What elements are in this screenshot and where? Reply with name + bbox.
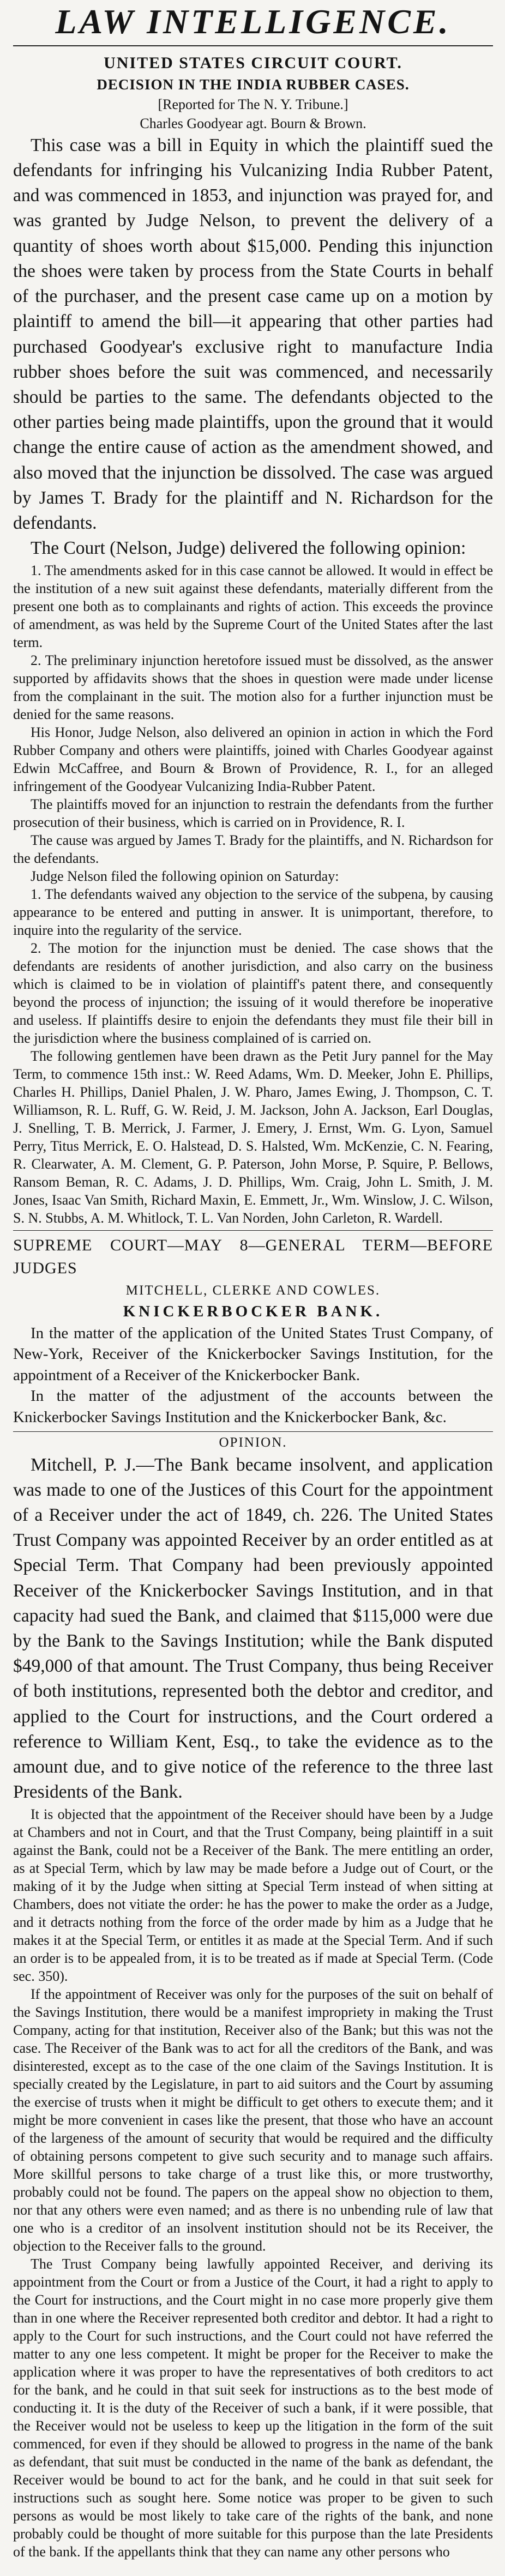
opinion-heading: OPINION.	[219, 1435, 287, 1450]
lead-paragraph: This case was a bill in Equity in which the plaintiff sued the defendants for infringing his Vulcanizing India Rubber Patent, and was commenced in 1853, and injunction was prayed for, and was granted by Judge Nelson, to prevent the delivery of a quantity of shoes worth about $15,000. Pending this injunction the shoes were taken by process from the State Courts in behalf of the purchaser, and the present case came up on a motion by plaintiff to amend the bill—it appearing that other parties had purchased Goodyear's exclusive right to manufacture India rubber shoes before the suit was commenced, and necessarily should be parties to the same. The defendants objected to the other parties being made plaintiffs, upon the ground that it would change the entire cause of action as the amendment showed, and also moved that the injunction be dissolved. The case was argued by James T. Brady for the plaintiff and N. Richardson for the defendants.	[13, 135, 493, 534]
matter-paragraph: In the matter of the adjustment of the accounts between the Knickerbocker Savings Institution and the Knickerbocker Bank, &c.	[13, 1387, 493, 1426]
masthead-rule	[13, 45, 493, 46]
jury-list-paragraph: The following gentlemen have been drawn as the Petit Jury pannel for the May Term, to commence 15th inst.: W. Reed Adams, Wm. D. Meeker, John E. Phillips, Charles H. Phillips, Daniel Phalen, J. W. Pharo, James Ewing, J. Thompson, C. T. Williamson, R. L. Ruff, G. W. Reid, J. M. Jackson, John A. Jackson, Earl Douglas, J. Snelling, T. B. Merrick, J. Farmer, J. Emery, J. Ernst, Wm. G. Lyon, Samuel Perry, Titus Merrick, E. O. Halstead, D. S. Halsted, Wm. McKenzie, C. N. Fearing, R. Clearwater, A. M. Clement, G. P. Paterson, John Morse, P. Squire, P. Bellows, Ransom Beman, R. C. Adams, J. D. Phillips, Wm. Craig, John L. Smith, J. M. Jones, Isaac Van Smith, Richard Maxin, E. Emmett, Jr., Wm. Winslow, J. C. Wilson, S. N. Stubbs, A. M. Whitlock, T. L. Van Norden, John Carleton, R. Wardell.	[13, 1048, 493, 1226]
opinion-paragraph: 2. The preliminary injunction heretofore issued must be dissolved, as the answer supported by affidavits shows that the shoes in question were made under license from the complainant in the suit. The motion also for a further injunction must be denied for the same reasons.	[13, 652, 493, 722]
article-circuit-court	[13, 52, 493, 1227]
supreme-court-heading	[13, 1234, 493, 1280]
article-supreme-court	[13, 1234, 493, 2561]
case-name: Charles Goodyear agt. Bourn & Brown.	[140, 115, 366, 131]
opinion-paragraph: The cause was argued by James T. Brady for the plaintiffs, and N. Richardson for the defendants.	[13, 832, 493, 866]
reporter-line: [Reported for The N. Y. Tribune.]	[158, 96, 348, 112]
article-divider	[13, 1230, 493, 1231]
opinion-paragraph: The plaintiffs moved for an injunction to restrain the defendants from the further prosecution of their business, which is carried on in Providence, R. I.	[13, 796, 493, 830]
court-heading: UNITED STATES CIRCUIT COURT.	[104, 54, 402, 72]
opinion-paragraph: Judge Nelson filed the following opinion on Saturday:	[31, 868, 339, 884]
supreme-court-title: SUPREME COURT—MAY 8—GENERAL TERM—BEFORE JUDGES	[13, 1236, 493, 1278]
opinion-paragraph: 1. The defendants waived any objection to the service of the subpena, by causing appearance to be entered and putting in answer. It is unimportant, therefore, to inquire into the regularity of the service.	[13, 886, 493, 938]
opinion-body-paragraph: The Trust Company being lawfully appointed Receiver, and deriving its appointment from the Court or from a Justice of the Court, it had a right to apply to the Court for instructions, and the Court might in no case more properly give them than in one where the Receiver represented both creditor and debtor. It had a right to apply to the Court for such instructions, and the Court could not have referred the matter to any one less competent. It might be proper for the Receiver to make the application where it was proper to have the representatives of both creditors to act for the bank, and he could in that suit seek for instructions as to the best mode of conducting it. It is the duty of the Receiver of such a bank, if it were possible, that the Receiver would not be useless to keep up the litigation in the form of the suit commenced, for even if they should be allowed to progress in the name of the bank as defendant, that suit must be conducted in the name of the bank as defendant, the Receiver would be bound to act for the bank, and he could in that suit seek for instructions such as sought here. Some notice was proper to be given to such persons as would be most likely to take care of the rights of the bank, and none probably could be thought of more suitable for this purpose than the late Presidents of the bank. If the appellants think that they can name any other persons who	[13, 2255, 493, 2560]
masthead: LAW INTELLIGENCE.	[55, 2, 451, 41]
opinion-paragraph: 2. The motion for the injunction must be denied. The case shows that the defendants are residents of another jurisdiction, and also carry on the business which is claimed to be in violation of plaintiff's patent there, and consequently beyond the process of injunction; the issuing of it would therefore be inoperative and useless. If plaintiffs desire to enjoin the defendants they must file their bill in the jurisdiction where the business complained of is carried on.	[13, 940, 493, 1046]
opinion-body-paragraph: If the appointment of Receiver was only for the purposes of the suit on behalf of the Savings Institution, there would be a manifest impropriety in making the Trust Company, acting for that institution, Receiver also of the Bank; but this was not the case. The Receiver of the Bank was to act for all the creditors of the Bank, and was disinterested, except as to the case of the one claim of the Savings Institution. It is specially created by the Legislature, in part to aid suitors and the Court by assuming the exercise of trusts when it might be difficult to get others to execute them; and it might be more convenient in cases like the present, that those who have an account of the largeness of the amount of security that would be required and the difficulty of obtaining persons competent to give such security and to manage such affairs. More skillful persons to take charge of a trust like this, or more trustworthy, probably could not be found. The papers on the appeal show no objection to them, nor that any others were even named; and as there is no unbending rule of law that one who is a creditor of an insolvent institution should not be its Receiver, the objection to the Receiver falls to the ground.	[13, 1986, 493, 2254]
opinion-paragraph: 1. The amendments asked for in this case cannot be allowed. It would in effect be the institution of a new suit against these defendants, materially different from the present one both as to complainants and rights of action. This exceeds the province of amendment, as was held by the Supreme Court of the United States after the last term.	[13, 562, 493, 650]
bank-title: KNICKERBOCKER BANK.	[123, 1303, 383, 1321]
opinion-body-paragraph: It is objected that the appointment of the Receiver should have been by a Judge at Chambers and not in Court, and that the Trust Company, being plaintiff in a suit against the Bank, could not be a Receiver of the Bank. The mere entitling an order, as at Special Term, which by law may be made before a Judge out of Court, or the making of it by the Judge when sitting at Special Term instead of when sitting at Chambers, does not vitiate the order: he has the power to make the order as a Judge, and it detracts nothing from the force of the order made by him as a Judge that he makes it at the Special Term, or entitles it as made at the Special Term. And if such an order is to be appealed from, it is to be treated as if made at Special Term. (Code sec. 350).	[13, 1806, 493, 1984]
matter-paragraph: In the matter of the application of the United States Trust Company, of New-York, Receiver of the Knickerbocker Savings Institution, for the appointment of a Receiver of the Knickerbocker Bank.	[13, 1324, 493, 1384]
opinion-paragraph: His Honor, Judge Nelson, also delivered an opinion in action in which the Ford Rubber Company and others were plaintiffs, joined with Charles Goodyear against Edwin McCaffree, and Bourn & Brown of Providence, R. I., for an alleged infringement of the Goodyear Vulcanizing India-Rubber Patent.	[13, 724, 493, 794]
judges-line: MITCHELL, CLERKE AND COWLES.	[125, 1283, 381, 1298]
opinion-intro: The Court (Nelson, Judge) delivered the following opinion:	[31, 538, 466, 559]
opinion-divider	[13, 1431, 493, 1432]
case-caption: DECISION IN THE INDIA RUBBER CASES.	[97, 76, 410, 93]
opinion-body-paragraph: Mitchell, P. J.—The Bank became insolvent, and application was made to one of the Justices of this Court for the appointment of a Receiver under the act of 1849, ch. 226. The United States Trust Company was appointed Receiver by an order entitled as at Special Term. That Company had been previously appointed Receiver of the Knickerbocker Savings Institution, and in that capacity had sued the Bank, and claimed that $115,000 were due by the Bank to the Savings Institution; while the Bank disputed $49,000 of that amount. The Trust Company, thus being Receiver of both institutions, represented both the debtor and creditor, and applied to the Court for instructions, and the Court ordered a reference to William Kent, Esq., to take the evidence as to the amount due, and to give notice of the reference to the three last Presidents of the Bank.	[13, 1454, 493, 1803]
